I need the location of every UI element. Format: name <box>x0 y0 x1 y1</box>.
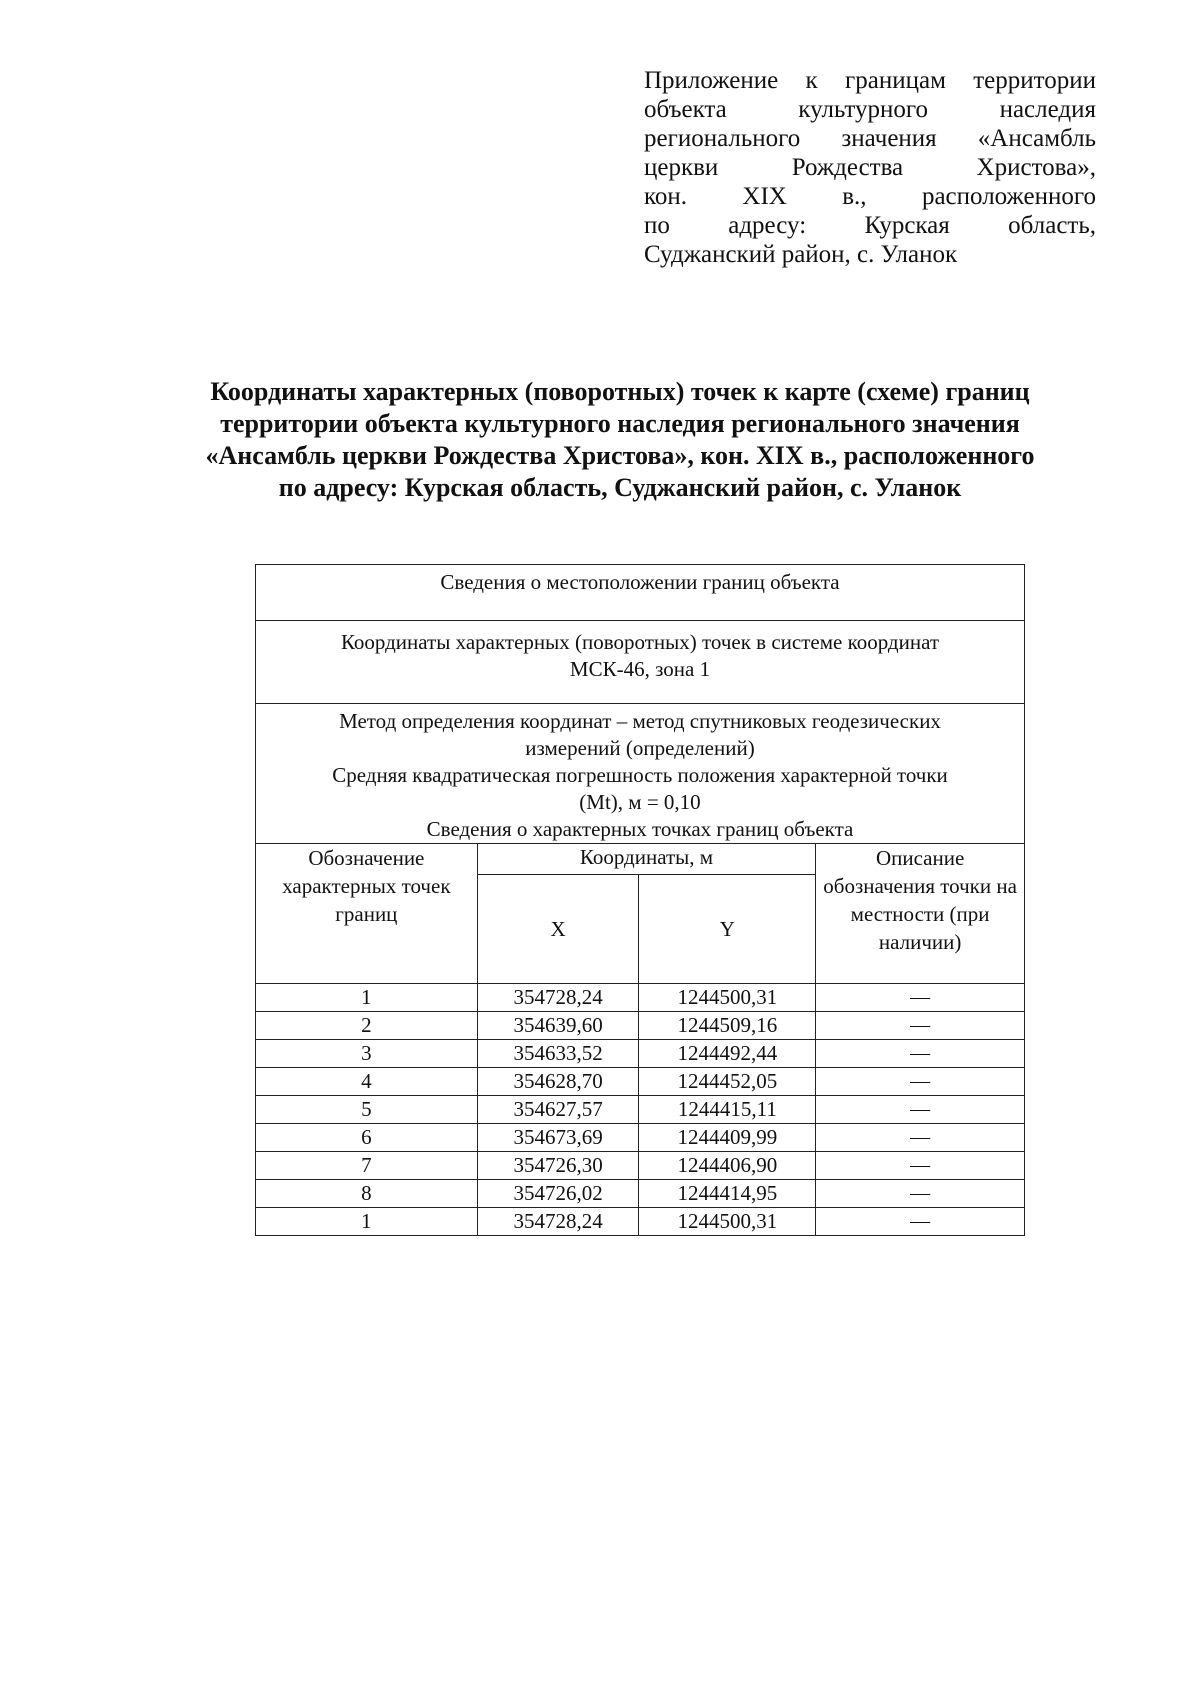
coordinate-system-cell <box>256 621 1025 704</box>
cell-x: 354627,57 <box>477 1096 639 1124</box>
method-line: (Mt), м = 0,10 <box>579 790 701 814</box>
table-row <box>256 984 1025 1012</box>
cell-x: 354726,02 <box>477 1180 639 1208</box>
table-header-row <box>256 844 1025 875</box>
title-line: «Ансамбль церкви Рождества Христова», кон. XIX в., расположенного <box>205 441 1035 470</box>
method-line: Метод определения координат – метод спутниковых геодезических <box>339 709 941 733</box>
appendix-line: церкви Рождества Христова», <box>644 154 1096 181</box>
method-cell <box>256 704 1025 844</box>
coordinates-table <box>255 564 1025 1236</box>
table-method-row <box>256 704 1025 844</box>
header-x: X <box>477 875 639 984</box>
cell-point: 8 <box>256 1180 478 1208</box>
table-section-row <box>256 565 1025 621</box>
cell-y: 1244500,31 <box>639 984 816 1012</box>
table-row <box>256 1124 1025 1152</box>
table-row <box>256 1040 1025 1068</box>
table-row <box>256 1096 1025 1124</box>
cell-y: 1244500,31 <box>639 1208 816 1236</box>
cell-point: 5 <box>256 1096 478 1124</box>
title-line: по адресу: Курская область, Суджанский район, с. Уланок <box>278 473 962 502</box>
cell-description: — <box>816 1096 1025 1124</box>
cell-x: 354728,24 <box>477 1208 639 1236</box>
cell-x: 354726,30 <box>477 1152 639 1180</box>
cell-y: 1244415,11 <box>639 1096 816 1124</box>
cell-x: 354728,24 <box>477 984 639 1012</box>
cell-description: — <box>816 1012 1025 1040</box>
cell-description: — <box>816 1124 1025 1152</box>
cell-point: 4 <box>256 1068 478 1096</box>
cell-point: 3 <box>256 1040 478 1068</box>
cell-description: — <box>816 1152 1025 1180</box>
system-line: Координаты характерных (поворотных) точек в системе координат <box>340 630 940 654</box>
method-line: Сведения о характерных точках границ объекта <box>426 817 854 841</box>
table-row <box>256 1208 1025 1236</box>
method-line: измерений (определений) <box>525 736 755 760</box>
appendix-note <box>644 66 1096 269</box>
cell-x: 354673,69 <box>477 1124 639 1152</box>
header-description: Описание обозначения точки на местности (при наличии) <box>816 844 1025 984</box>
appendix-line: кон. XIX в., расположенного <box>644 183 1096 210</box>
appendix-line: Приложение к границам территории <box>644 67 1096 94</box>
cell-point: 1 <box>256 984 478 1012</box>
cell-point: 1 <box>256 1208 478 1236</box>
table-row <box>256 1068 1025 1096</box>
table-row <box>256 1152 1025 1180</box>
cell-description: — <box>816 984 1025 1012</box>
cell-y: 1244406,90 <box>639 1152 816 1180</box>
cell-point: 2 <box>256 1012 478 1040</box>
table-row <box>256 1180 1025 1208</box>
system-line: МСК-46, зона 1 <box>569 657 711 681</box>
appendix-line: регионального значения «Ансамбль <box>644 125 1096 152</box>
cell-x: 354639,60 <box>477 1012 639 1040</box>
appendix-line: объекта культурного наследия <box>644 96 1096 123</box>
cell-description: — <box>816 1040 1025 1068</box>
header-point: Обозначение характерных точек границ <box>256 844 478 984</box>
table-row <box>256 1012 1025 1040</box>
title-line: территории объекта культурного наследия регионального значения <box>220 409 1020 438</box>
cell-y: 1244414,95 <box>639 1180 816 1208</box>
cell-point: 7 <box>256 1152 478 1180</box>
cell-description: — <box>816 1180 1025 1208</box>
cell-y: 1244509,16 <box>639 1012 816 1040</box>
section-title-cell: Сведения о местоположении границ объекта <box>256 565 1025 621</box>
title-line: Координаты характерных (поворотных) точек к карте (схеме) границ <box>210 377 1030 406</box>
cell-y: 1244452,05 <box>639 1068 816 1096</box>
cell-description: — <box>816 1208 1025 1236</box>
appendix-line: по адресу: Курская область, <box>644 212 1096 239</box>
cell-y: 1244492,44 <box>639 1040 816 1068</box>
cell-point: 6 <box>256 1124 478 1152</box>
cell-x: 354628,70 <box>477 1068 639 1096</box>
method-line: Средняя квадратическая погрешность положения характерной точки <box>332 763 948 787</box>
document-title <box>120 376 1120 504</box>
table-system-row <box>256 621 1025 704</box>
appendix-line: Суджанский район, с. Уланок <box>644 241 958 268</box>
cell-x: 354633,52 <box>477 1040 639 1068</box>
cell-y: 1244409,99 <box>639 1124 816 1152</box>
header-y: Y <box>639 875 816 984</box>
cell-description: — <box>816 1068 1025 1096</box>
header-coordinates: Координаты, м <box>477 844 816 875</box>
